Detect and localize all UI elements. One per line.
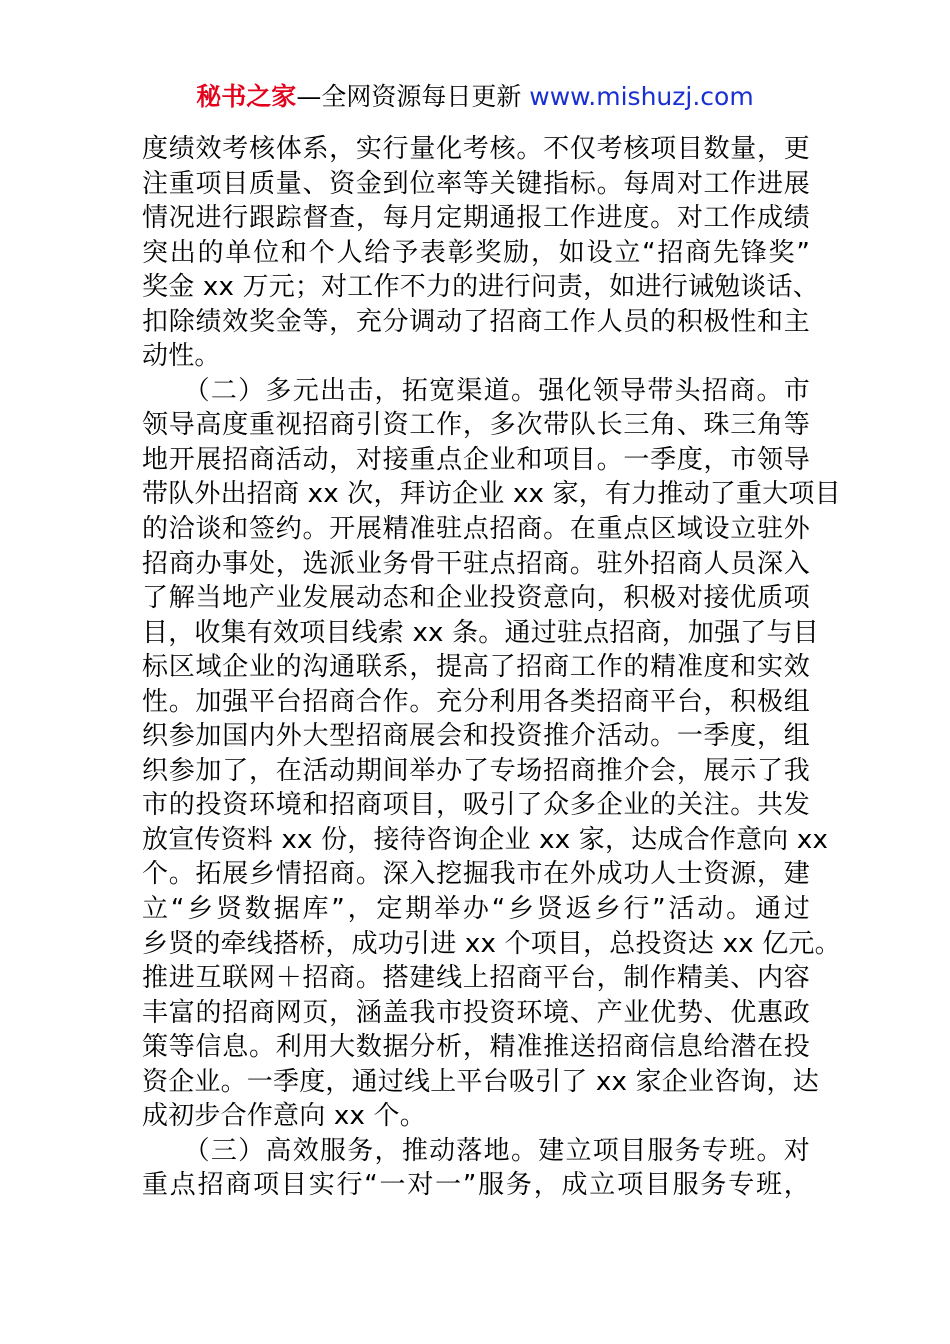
- site-brand: 秘书之家: [196, 82, 297, 111]
- text-line: 突出的单位和个人给予表彰奖励，如设立“招商先锋奖”: [142, 237, 810, 268]
- text-line: 成初步合作意向 xx 个。: [142, 1101, 426, 1132]
- text-line: 个。拓展乡情招商。深入挖掘我市在外成功人士资源，建: [142, 859, 810, 890]
- text-line: 标区域企业的沟通联系，提高了招商工作的精准度和实效: [142, 652, 810, 683]
- site-tagline: —全网资源每日更新: [296, 82, 530, 111]
- text-line: 动性。: [142, 341, 221, 372]
- text-line: 地开展招商活动，对接重点企业和项目。一季度，市领导: [142, 444, 810, 475]
- text-line: 放宣传资料 xx 份，接待咨询企业 xx 家，达成合作意向 xx: [142, 824, 829, 855]
- text-line: 资企业。一季度，通过线上平台吸引了 xx 家企业咨询，达: [142, 1066, 819, 1097]
- text-line: 乡贤的牵线搭桥，成功引进 xx 个项目，总投资达 xx 亿元。: [142, 928, 841, 959]
- text-line: 度绩效考核体系，实行量化考核。不仅考核项目数量，更: [142, 134, 810, 164]
- text-line: （二）多元出击，拓宽渠道。强化领导带头招商。市: [142, 375, 810, 406]
- text-line: 丰富的招商网页，涵盖我市投资环境、产业优势、优惠政: [142, 997, 810, 1028]
- site-header: [0, 80, 950, 114]
- text-line: 带队外出招商 xx 次，拜访企业 xx 家，有力推动了重大项目: [142, 479, 841, 510]
- text-line: 了解当地产业发展动态和企业投资意向，积极对接优质项: [142, 583, 810, 614]
- text-line: 领导高度重视招商引资工作，多次带队长三角、珠三角等: [142, 410, 810, 441]
- site-url-link[interactable]: www.mishuzj.com: [529, 82, 754, 111]
- text-line: 扣除绩效奖金等，充分调动了招商工作人员的积极性和主: [142, 306, 810, 337]
- text-line: 情况进行跟踪督查，每月定期通报工作进度。对工作成绩: [142, 203, 810, 234]
- text-line: 推进互联网＋招商。搭建线上招商平台，制作精美、内容: [142, 963, 810, 994]
- text-line: 市的投资环境和招商项目，吸引了众多企业的关注。共发: [142, 790, 810, 821]
- text-line: 目，收集有效项目线索 xx 条。通过驻点招商，加强了与目: [142, 617, 819, 648]
- text-line: 注重项目质量、资金到位率等关键指标。每周对工作进展: [142, 168, 810, 199]
- text-line: 招商办事处，选派业务骨干驻点招商。驻外招商人员深入: [142, 548, 810, 579]
- text-line: （三）高效服务，推动落地。建立项目服务专班。对: [142, 1135, 810, 1166]
- text-line: 策等信息。利用大数据分析，精准推送招商信息给潜在投: [142, 1032, 810, 1063]
- text-line: 重点招商项目实行“一对一”服务，成立项目服务专班，: [142, 1170, 810, 1201]
- text-line: 立“乡贤数据库”，定期举办“乡贤返乡行”活动。通过: [142, 894, 810, 925]
- text-line: 奖金 xx 万元；对工作不力的进行问责，如进行诫勉谈话、: [142, 272, 819, 303]
- text-line: 的洽谈和签约。开展精准驻点招商。在重点区域设立驻外: [142, 514, 810, 545]
- text-line: 织参加国内外大型招商展会和投资推介活动。一季度，组: [142, 721, 810, 752]
- text-line: 性。加强平台招商合作。充分利用各类招商平台，积极组: [142, 686, 810, 717]
- text-line: 织参加了，在活动期间举办了专场招商推介会，展示了我: [142, 755, 810, 786]
- document-body: [142, 132, 841, 1203]
